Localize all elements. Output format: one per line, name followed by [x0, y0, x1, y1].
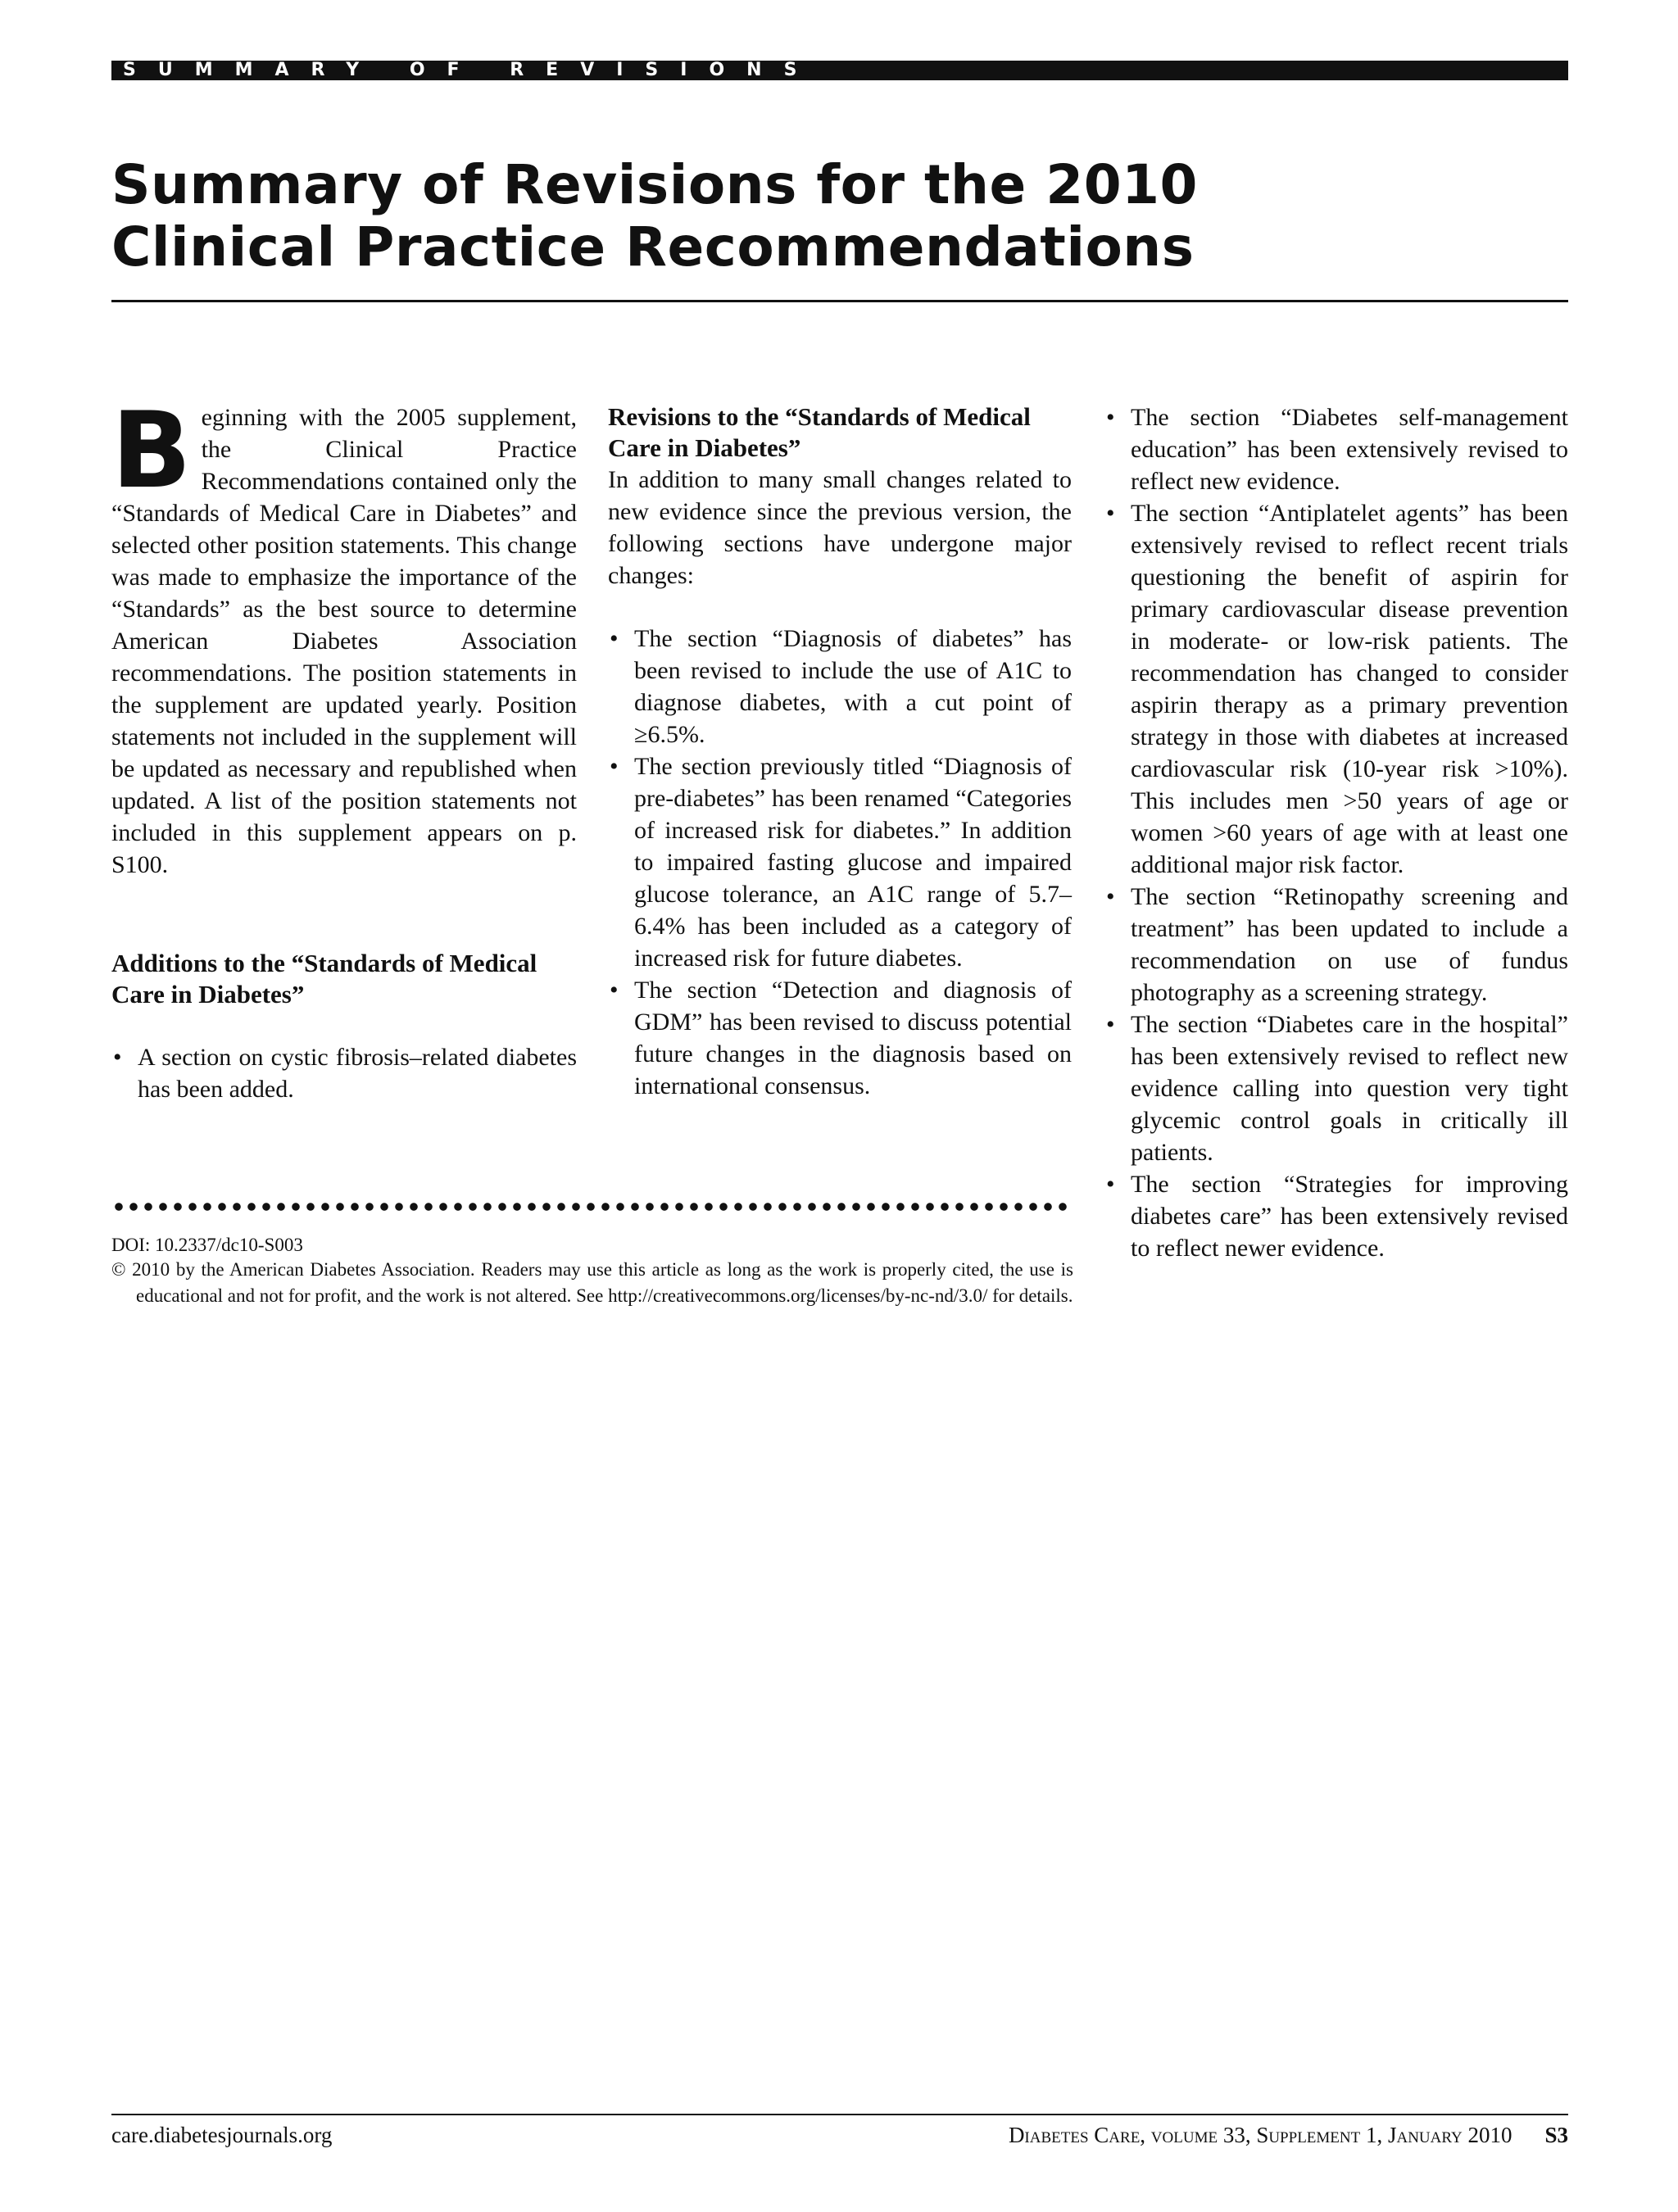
copyright-text: © 2010 by the American Diabetes Association. Readers may use this article as long as the work is properly cited, the use is educational and not for profit, and the work is not altered. See http://creativecommons.org/licenses/by-nc-nd/3.0/ for details. [111, 1259, 1073, 1306]
footer-divider [111, 2114, 1568, 2115]
page-number: S3 [1544, 2123, 1568, 2147]
bullet: • [610, 625, 619, 652]
list-item: • The section “Retinopathy screening and treatment” has been updated to include a recommendation on use of fundus photography as a screening strategy. [1104, 881, 1568, 1009]
bullet: • [1106, 883, 1115, 910]
bullet: • [610, 753, 619, 780]
list-item: • A section on cystic fibrosis–related diabetes has been added. [111, 1041, 577, 1105]
list-item: • The section previously titled “Diagnosis of pre-diabetes” has been renamed “Categories of increased risk for diabetes.” In addition to impaired fasting glucose and impaired glucose tolerance, an A1C range of 5.7–6.4% has been included as a category of increased risk for future diabetes. [608, 750, 1072, 974]
bullet: • [1106, 1171, 1115, 1198]
revisions-list-part-2 [1104, 401, 1568, 1264]
drop-cap: B [111, 390, 192, 512]
bullet: • [1106, 500, 1115, 527]
list-item: • The section “Antiplatelet agents” has been extensively revised to reflect recent trials questioning the benefit of aspirin for primary cardiovascular disease prevention in moderate- or low-risk patients. The recommendation has changed to consider aspirin therapy as a primary prevention strategy in those with diabetes at increased cardiovascular risk (10-year risk >10%). This includes men >50 years of age or women >60 years of age with at least one additional major risk factor. [1104, 497, 1568, 881]
column-3 [1104, 401, 1568, 1264]
list-item: • The section “Strategies for improving diabetes care” has been extensively revised to reflect newer evidence. [1104, 1168, 1568, 1264]
list-item: • The section “Diagnosis of diabetes” has been revised to include the use of A1C to diagnose diabetes, with a cut point of ≥6.5%. [608, 623, 1072, 750]
list-item: • The section “Diabetes care in the hospital” has been extensively revised to reflect new evidence calling into question very tight glycemic control goals in critically ill patients. [1104, 1009, 1568, 1168]
revisions-heading: Revisions to the “Standards of Medical Care in Diabetes” [608, 402, 1031, 462]
revisions-list-part-1 [608, 623, 1072, 1102]
intro-paragraph [111, 390, 577, 881]
footer-citation: Diabetes Care, volume 33, Supplement 1, January 2010 [1008, 2123, 1512, 2147]
bullet: • [1106, 404, 1115, 431]
doi-text: DOI: 10.2337/dc10-S003 [111, 1235, 303, 1255]
list-item: • The section “Diabetes self-management education” has been extensively revised to reflect new evidence. [1104, 401, 1568, 497]
revisions-intro: In addition to many small changes related to new evidence since the previous version, the following sections have undergone major changes: [608, 466, 1072, 589]
footer-journal-info [1009, 2122, 1568, 2148]
page-title [111, 154, 1570, 279]
bullet: • [1106, 1011, 1115, 1038]
additions-list [111, 1041, 577, 1105]
title-divider [111, 300, 1568, 302]
intro-text: eginning with the 2005 supplement, the Clinical Practice Recommendations contained only the “Standards of Medical Care in Diabetes” and selected other position statements. This change was made to emphasize the importance of the “Standards” as the best source to determine American Diabetes Association recommendations. The position statements in the supplement are updated yearly. Position statements not included in the supplement will be updated as necessary and republished when updated. A list of the position statements not included in this supplement appears on p. S100. [111, 404, 577, 878]
section-header-bar: SUMMARY OF REVISIONS [111, 61, 1568, 80]
dotted-divider [111, 1201, 1070, 1213]
column-1 [111, 390, 577, 1105]
list-item: • The section “Detection and diagnosis of GDM” has been revised to discuss potential future changes in the diagnosis based on international consensus. [608, 974, 1072, 1102]
bullet: • [113, 1044, 122, 1071]
title-line-2: Clinical Practice Recommendations [111, 215, 1195, 279]
bullet: • [610, 977, 619, 1004]
additions-heading: Additions to the “Standards of Medical Care in Diabetes” [111, 949, 537, 1009]
footer-website: care.diabetesjournals.org [111, 2123, 333, 2147]
column-2 [608, 401, 1072, 1102]
title-line-1: Summary of Revisions for the 2010 [111, 153, 1198, 216]
